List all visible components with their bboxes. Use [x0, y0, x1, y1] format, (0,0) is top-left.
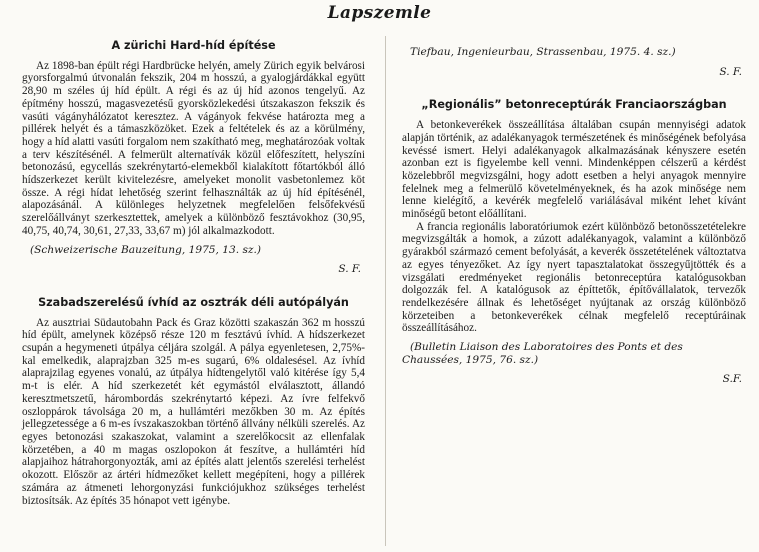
- article-citation-ivhid: Tiefbau, Ingenieurbau, Strassenbau, 1975. 4. sz.): [410, 46, 676, 58]
- article-signature-ivhid: S. F.: [719, 65, 742, 78]
- article-signature-zurich: S. F.: [338, 263, 361, 276]
- spacer: [22, 276, 365, 291]
- column-divider: [385, 36, 386, 546]
- spacer: [402, 78, 746, 93]
- article-body-ivhid: Az ausztriai Südautobahn Pack és Graz közötti szakaszán 362 m hosszú híd épült, amelynek középső része 120 m fesztávú ívhíd. A hídszerkezet csupán a hegymeneti útpálya céljára szolgál. A pálya egyenletesen, 2,75%-kal emelkedik, alaprajzban 325 m-es sugarú, 6% oldalesésel. Az ívhíd alaprajzilag egyenes vonalú, az útpálya hídtengelytől való kitérése így 5,4 m-t is elér. A híd szerkezetét két egymástól elválasztott, állandó keresztmetszetű, hárombordás szekrénytartó képezi. Az ívre felfekvő oszloppárok távolsága 20 m, a hullámtéri mezőkben 30 m. Az építés jellegzetessége a 6 m-es ívszakaszokban történő állvány nélküli szerelés. Az egyes betonozási szakaszokat, valamint a szerelőkocsit az ellenfalak körzetében, a 40 m magas oszlopokon át feszítve, a hullámtéri híd alapjaihoz hátrahorgonyozták, ami az építés alatt jelentős szerelési terhelést okozott. Először az ártéri hídmezőket kellett megépíteni, hogy a pillérek számára az átmeneti lehorgonyzási funkciójukhoz szükséges terhelést biztosítsák. Az építés 35 hónapot vett igénybe.: [22, 316, 365, 507]
- article-signature-beton: S.F.: [722, 373, 742, 386]
- article-heading-beton: „Regionális” betonreceptúrák Franciaországban: [421, 98, 727, 112]
- article-heading-zurich: A zürichi Hard-híd építése: [111, 39, 276, 52]
- right-column: [402, 40, 746, 386]
- article-citation-zurich: (Schweizerische Bauzeitung, 1975, 13. sz.): [30, 243, 262, 256]
- page-title: Lapszemle: [327, 3, 432, 23]
- article-body-zurich: Az 1898-ban épült régi Hardbrücke helyén, amely Zürich egyik belvárosi gyorsforgalmú útvonalán fekszik, 204 m hosszú, a gyalogjárdákkal együtt 28,90 m széles új híd épült. A régi és az új híd azonos tengelyű. Az építmény hosszú, magasvezetésű gyorsközlekedési útszakaszon fekszik és vasúti vágányhálózatot keresztez. A vágányok fekvése határozta meg a pillérek helyét és a támaszközöket. Ezek a feltételek és az a körülmény, hogy a híd alatti vasúti forgalom nem szakítható meg, meghatározóak voltak a terv készítésénél. A felmerült alternatívák közül előfeszített, helyszíni betonozású, egycellás szekrénytartó-elemekből kialakított főtartókból álló hídszerkezet került kivitelezésre, amelyeket monolit vasbetonlemez köt össze. A régi hídat lehetőség szerint felhasználták az új híd építésénél, alapozásánál. A különleges helyzetnek megfelelően felsőfekvésű szerelőállványt szerkesztettek, amelyek a különböző fesztávokhoz (30,95, 40,75, 40,74, 30,61, 27,33, 33,67 m) jól alkalmazkodott.: [22, 59, 365, 237]
- article-body-beton-1: A betonkeverékek összeállítása általában csupán mennyiségi adatok alapján történik, az adalékanyagok természetének és minőségének befolyása kevéssé ismert. Helyi adalékanyagok alkalmazásának kényszere esetén azonban ezt is figyelembe kell venni. Mindenképpen célszerű a kérdést közelebbről megvizsgálni, hogy adott esetben a helyi anyagok mennyire felelnek meg a felmerülő követelményeknek, és ha azok minősége nem lenne kielégítő, a kevérék megfelelő variálásával miként lehet kívánt minőségű betont előállítani.: [402, 119, 746, 221]
- article-body-beton-2: A francia regionális laboratóriumok ezért különböző betonösszetételekre megvizsgálták a homok, a zúzott adalékanyagok, valamint a különböző gyárakból származó cement befolyását, a keverék összetételének változtatva az egyes tényezőket. Az így nyert tapasztalatokat összegyűjtötték és a vizsgálati eredményeket regionális betonreceptúra katalógusokban dolgozzák fel. A katalógusok az építtetők, építővállalatok, tervezők rendelkezésére állnak és lehetőséget nyújtanak az ország különböző körzeteiben a betonkeverékek célnak megfelelő receptúráinak összeállításához.: [402, 220, 746, 335]
- article-heading-ivhid: Szabadszerelésű ívhíd az osztrák déli autópályán: [38, 295, 349, 309]
- article-citation-beton: (Bulletin Liaison des Laboratoires des Ponts et des Chaussées, 1975, 76. sz.): [402, 341, 683, 366]
- left-column: [22, 34, 365, 507]
